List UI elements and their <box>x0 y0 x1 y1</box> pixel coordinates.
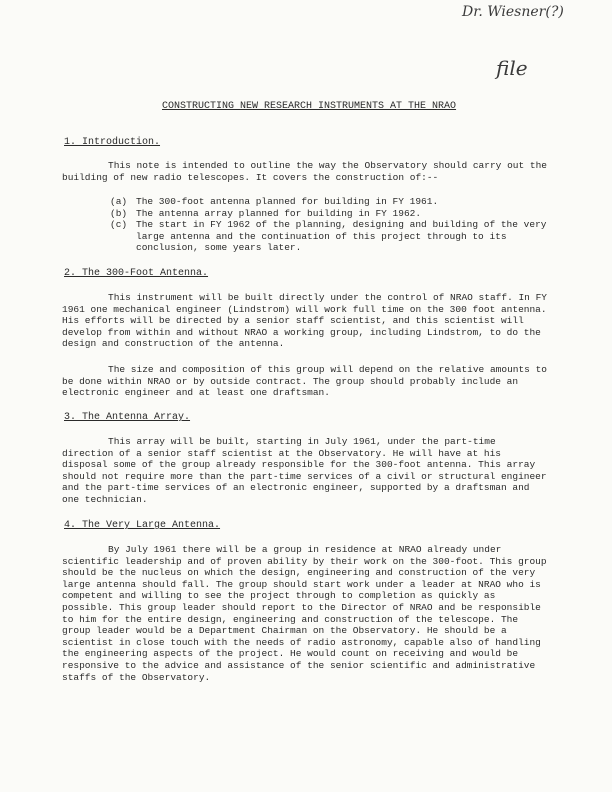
section-heading-introduction: 1. Introduction. <box>64 137 161 148</box>
section-heading-very-large-antenna: 4. The Very Large Antenna. <box>64 520 221 531</box>
construction-list <box>110 196 550 254</box>
section-paragraph: The size and composition of this group will depend on the relative amounts to be done within NRAO or by outside contract. The group should probably include an electronic engineer and at least one draftsman. <box>62 364 547 399</box>
list-item: (b) The antenna array planned for building in FY 1962. <box>110 207 422 219</box>
list-item: (c) The start in FY 1962 of the planning, designing and building of the very large antenna and the continuation of this project through to its conclusion, some years later. <box>110 219 547 254</box>
handwritten-annotation-file: file <box>496 56 528 80</box>
list-item: (a) The 300-foot antenna planned for building in FY 1961. <box>110 196 439 207</box>
handwritten-annotation-top: Dr. Wiesner(?) <box>462 4 564 20</box>
section-paragraph: By July 1961 there will be a group in residence at NRAO already under scientific leadership and of proven ability by their work on the 300-foot. This group should be the nucleus on which the design, engineering and construction of the very large antenna should fall. The group should start work under a leader at NRAO who is competent and willing to see the project through to completion as quickly as possible. This group leader should report to the Director of NRAO and be responsible to him for the entire design, engineering and construction of the telescope. The group leader would be a Department Chairman on the Observatory. He should be a scientist in close touch with the needs of radio astronomy, capable also of handling the engineering aspects of the project. He would count on receiving and would be responsive to the advice and assistance of the senior scientific and administrative staffs of the Observatory. <box>62 544 547 683</box>
section-paragraph: This note is intended to outline the way the Observatory should carry out the building of new radio telescopes. It covers the construction of:-- <box>62 160 547 183</box>
document-title: CONSTRUCTING NEW RESEARCH INSTRUMENTS AT THE NRAO <box>162 101 457 112</box>
section-heading-300-foot-antenna: 2. The 300-Foot Antenna. <box>64 268 209 279</box>
section-paragraph: This array will be built, starting in July 1961, under the part-time direction of a senior staff scientist at the Observatory. He will have at his disposal some of the group already responsible for the 300-foot antenna. This array should not require more than the part-time services of a civil or structural engineer and the part-time services of an electronic engineer, supported by a draftsman and one technician. <box>62 436 547 505</box>
section-paragraph: This instrument will be built directly under the control of NRAO staff. In FY 1961 one mechanical engineer (Lindstrom) will work full time on the 300 foot antenna. His efforts will be directed by a senior staff scientist, and this scientist will develop from within and without NRAO a working group, including Lindstrom, to do the design and construction of the antenna. <box>62 292 547 350</box>
section-heading-antenna-array: 3. The Antenna Array. <box>64 412 191 423</box>
